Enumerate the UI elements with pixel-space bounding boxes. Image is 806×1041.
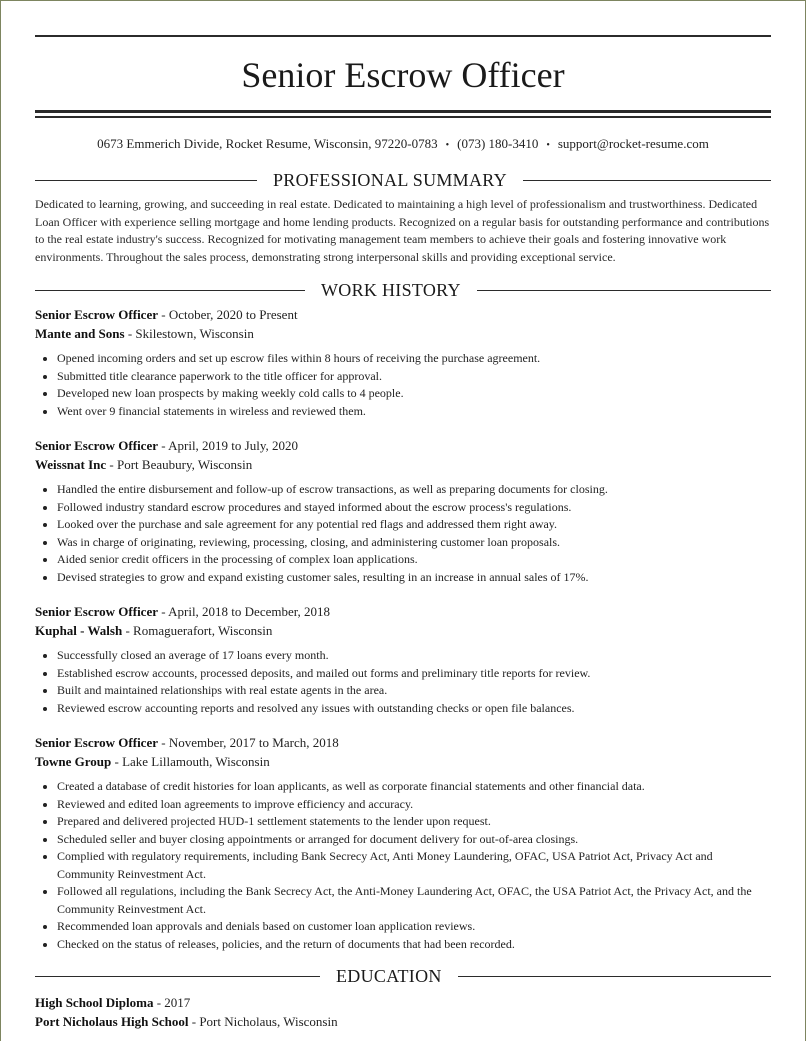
- job-position: Senior Escrow Officer: [35, 307, 158, 322]
- contact-phone: (073) 180-3410: [457, 136, 539, 151]
- job-company-line: [35, 752, 771, 771]
- job-title-line: [35, 305, 771, 324]
- job-bullet: • Opened incoming orders and set up escrow files within 8 hours of receiving the purchase agreement.: [57, 350, 771, 368]
- job-bullet: • Scheduled seller and buyer closing appointments or arranged for document delivery for out-of-area closings.: [57, 831, 771, 849]
- job-bullet: • Submitted title clearance paperwork to the title officer for approval.: [57, 368, 771, 386]
- job-bullet: • Handled the entire disbursement and follow-up of escrow transactions, as well as preparing documents for closing.: [57, 481, 771, 499]
- job-location: - Port Beaubury, Wisconsin: [106, 457, 253, 472]
- work-title: WORK HISTORY: [321, 279, 461, 300]
- contact-separator: •: [546, 140, 550, 151]
- job-bullet: • Developed new loan prospects by making weekly cold calls to 4 people.: [57, 385, 771, 403]
- job-bullets: [35, 647, 771, 717]
- job-bullet: • Created a database of credit histories for loan applicants, as well as corporate financial statements and other financial data.: [57, 778, 771, 796]
- job-company-line: [35, 455, 771, 474]
- job-company-line: [35, 324, 771, 343]
- contact-email: support@rocket-resume.com: [557, 136, 709, 151]
- job-bullet: • Was in charge of originating, reviewing, processing, closing, and administering customer loan proposals.: [57, 534, 771, 552]
- job-bullets: [35, 778, 771, 953]
- job-bullet: • Prepared and delivered projected HUD-1 settlement statements to the lender upon request.: [57, 813, 771, 831]
- summary-text: Dedicated to learning, growing, and succeeding in real estate. Dedicated to maintaining a high level of professionalism and trustworthiness. Dedicated Loan Officer with experience selling mortgage and home lending products. Recognized on a regular basis for outstanding performance and contributions to the real estate industry's success. Recognized for motivating management team members to achieve their goals and fostering innovative work environments. Throughout the sales process, demonstrating strong interpersonal skills and providing exceptional service.: [35, 197, 770, 264]
- job-dates: - November, 2017 to March, 2018: [158, 735, 339, 750]
- job-entry: [35, 602, 771, 717]
- job-title-line: [35, 602, 771, 621]
- education-year: - 2017: [153, 995, 191, 1010]
- job-location: - Romaguerafort, Wisconsin: [122, 623, 273, 638]
- education-heading: [35, 965, 771, 987]
- job-bullet: • Complied with regulatory requirements, including Bank Secrecy Act, Anti Money Laundering, OFAC, USA Patriot Act, Privacy Act and Community Reinvestment Act.: [57, 848, 771, 883]
- job-bullets: [35, 481, 771, 586]
- job-location: - Lake Lillamouth, Wisconsin: [111, 754, 270, 769]
- job-position: Senior Escrow Officer: [35, 604, 158, 619]
- job-dates: - April, 2019 to July, 2020: [158, 438, 298, 453]
- job-position: Senior Escrow Officer: [35, 438, 158, 453]
- contact-line: [35, 136, 771, 152]
- job-bullet: • Recommended loan approvals and denials based on customer loan application reviews.: [57, 918, 771, 936]
- education-location: - Port Nicholaus, Wisconsin: [188, 1014, 338, 1029]
- job-location: - Skilestown, Wisconsin: [124, 326, 254, 341]
- education-entry: [35, 993, 771, 1031]
- work-heading: [35, 279, 771, 301]
- resume-name: Senior Escrow Officer: [241, 55, 565, 95]
- job-bullet: • Followed industry standard escrow procedures and stayed informed about the escrow process's regulations.: [57, 499, 771, 517]
- job-bullet: • Successfully closed an average of 17 loans every month.: [57, 647, 771, 665]
- job-company: Towne Group: [35, 754, 112, 769]
- job-bullet: • Aided senior credit officers in the processing of complex loan applications.: [57, 551, 771, 569]
- job-bullet: • Reviewed and edited loan agreements to improve efficiency and accuracy.: [57, 796, 771, 814]
- job-entry: [35, 733, 771, 953]
- summary-title: PROFESSIONAL SUMMARY: [273, 169, 507, 190]
- education-school-line: [35, 1012, 771, 1031]
- job-bullet: • Went over 9 financial statements in wireless and reviewed them.: [57, 403, 771, 421]
- job-bullet: • Reviewed escrow accounting reports and resolved any issues with outstanding checks or open file balances.: [57, 700, 771, 718]
- job-company: Mante and Sons: [35, 326, 125, 341]
- job-position: Senior Escrow Officer: [35, 735, 158, 750]
- job-title-line: [35, 436, 771, 455]
- contact-separator: •: [445, 140, 450, 151]
- job-entry: [35, 436, 771, 586]
- job-bullet: • Devised strategies to grow and expand existing customer sales, resulting in an increase in annual sales of 17%.: [57, 569, 771, 587]
- summary-heading: [35, 169, 771, 191]
- education-school: Port Nicholaus High School: [35, 1014, 189, 1029]
- work-history-list: [35, 305, 771, 953]
- job-bullet: • Looked over the purchase and sale agreement for any potential red flags and addressed them right away.: [57, 516, 771, 534]
- job-company-line: [35, 621, 771, 640]
- job-dates: - October, 2020 to Present: [158, 307, 298, 322]
- top-rule: [35, 35, 771, 37]
- job-company: Weissnat Inc: [35, 457, 107, 472]
- job-bullets: [35, 350, 771, 420]
- contact-address: 0673 Emmerich Divide, Rocket Resume, Wisconsin, 97220-0783: [97, 136, 438, 151]
- job-bullet: • Checked on the status of releases, policies, and the return of documents that had been recorded.: [57, 936, 771, 954]
- job-bullet: • Built and maintained relationships with real estate agents in the area.: [57, 682, 771, 700]
- job-bullet: • Established escrow accounts, processed deposits, and mailed out forms and preliminary title reports for review.: [57, 665, 771, 683]
- job-dates: - April, 2018 to December, 2018: [158, 604, 331, 619]
- header-double-rule: [35, 110, 771, 118]
- job-company: Kuphal - Walsh: [35, 623, 123, 638]
- job-entry: [35, 305, 771, 420]
- education-degree-line: [35, 993, 771, 1012]
- job-bullet: • Followed all regulations, including the Bank Secrecy Act, the Anti-Money Laundering Act, OFAC, the USA Patriot Act, the Privacy Act, and the Community Reinvestment Act.: [57, 883, 771, 918]
- job-title-line: [35, 733, 771, 752]
- education-title: EDUCATION: [336, 965, 442, 986]
- education-degree: High School Diploma: [35, 995, 154, 1010]
